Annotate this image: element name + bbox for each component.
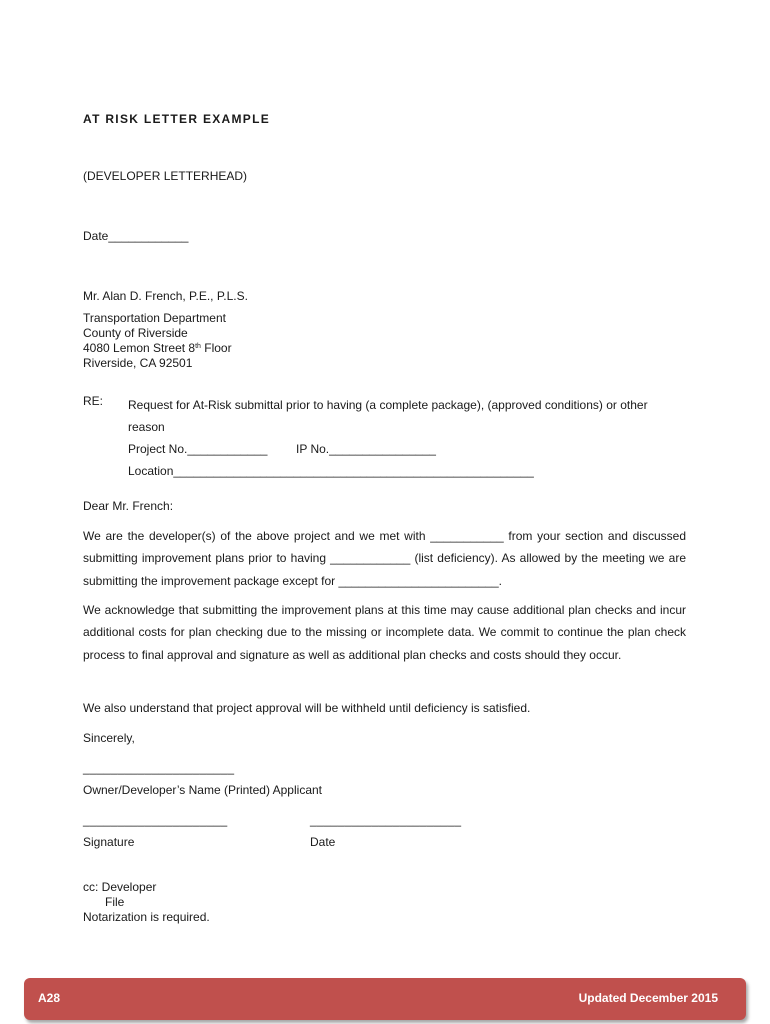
- re-label: RE:: [83, 394, 104, 408]
- project-no-field: Project No.____________: [128, 442, 268, 456]
- page-id: A28: [38, 991, 61, 1005]
- letterhead-placeholder: (DEVELOPER LETTERHEAD): [83, 169, 248, 183]
- re-body: [128, 394, 690, 482]
- closing: Sincerely,: [83, 731, 135, 745]
- cc-block: [83, 880, 210, 925]
- updated-date: Updated December 2015: [578, 991, 718, 1005]
- paragraph-2: We acknowledge that submitting the improvement plans at this time may cause additional plan checks and incur additional costs for plan checking due to the missing or incomplete data. We commit to continue the plan check process to final approval and signature as well as additional plan checks and costs should they occur.: [83, 603, 686, 662]
- re-project-row: [128, 438, 690, 460]
- recipient-name: Mr. Alan D. French, P.E., P.L.S.: [83, 289, 248, 303]
- paragraph-1: We are the developer(s) of the above project and we met with ___________ from your section and discussed submitting improvement plans prior to having ____________ (list deficiency). As allowed by the meeting we are submitting the improvement package except for ________________________.: [83, 529, 686, 588]
- street-text: 4080 Lemon Street 8: [83, 341, 196, 355]
- ip-no-field: IP No.________________: [296, 442, 436, 456]
- signature-underline: _____________________: [83, 813, 228, 827]
- name-underline: ______________________: [83, 761, 235, 775]
- footer-bar: [24, 978, 746, 1020]
- street-superscript: th: [195, 343, 201, 350]
- date-label: Date: [310, 835, 336, 849]
- recipient-county: County of Riverside: [83, 326, 188, 340]
- salutation: Dear Mr. French:: [83, 499, 174, 513]
- cc-developer: cc: Developer: [83, 880, 157, 894]
- signature-label: Signature: [83, 835, 135, 849]
- recipient-department: Transportation Department: [83, 311, 226, 325]
- date-underline: ______________________: [310, 813, 462, 827]
- location-field: Location______________________________________________________: [128, 464, 534, 478]
- notarization-note: Notarization is required.: [83, 910, 210, 924]
- street-tail: Floor: [200, 341, 232, 355]
- document-title: AT RISK LETTER EXAMPLE: [83, 112, 271, 126]
- re-line-2: reason: [128, 420, 165, 434]
- recipient-address: [83, 311, 232, 371]
- name-label: Owner/Developer’s Name (Printed) Applicant: [83, 783, 322, 797]
- date-line: Date____________: [83, 229, 189, 243]
- recipient-street: [83, 341, 232, 356]
- recipient-city: Riverside, CA 92501: [83, 356, 193, 370]
- re-line-1: Request for At-Risk submittal prior to having (a complete package), (approved conditions) or other: [128, 398, 648, 412]
- cc-file: File: [105, 895, 125, 909]
- paragraph-3: We also understand that project approval will be withheld until deficiency is satisfied.: [83, 701, 531, 715]
